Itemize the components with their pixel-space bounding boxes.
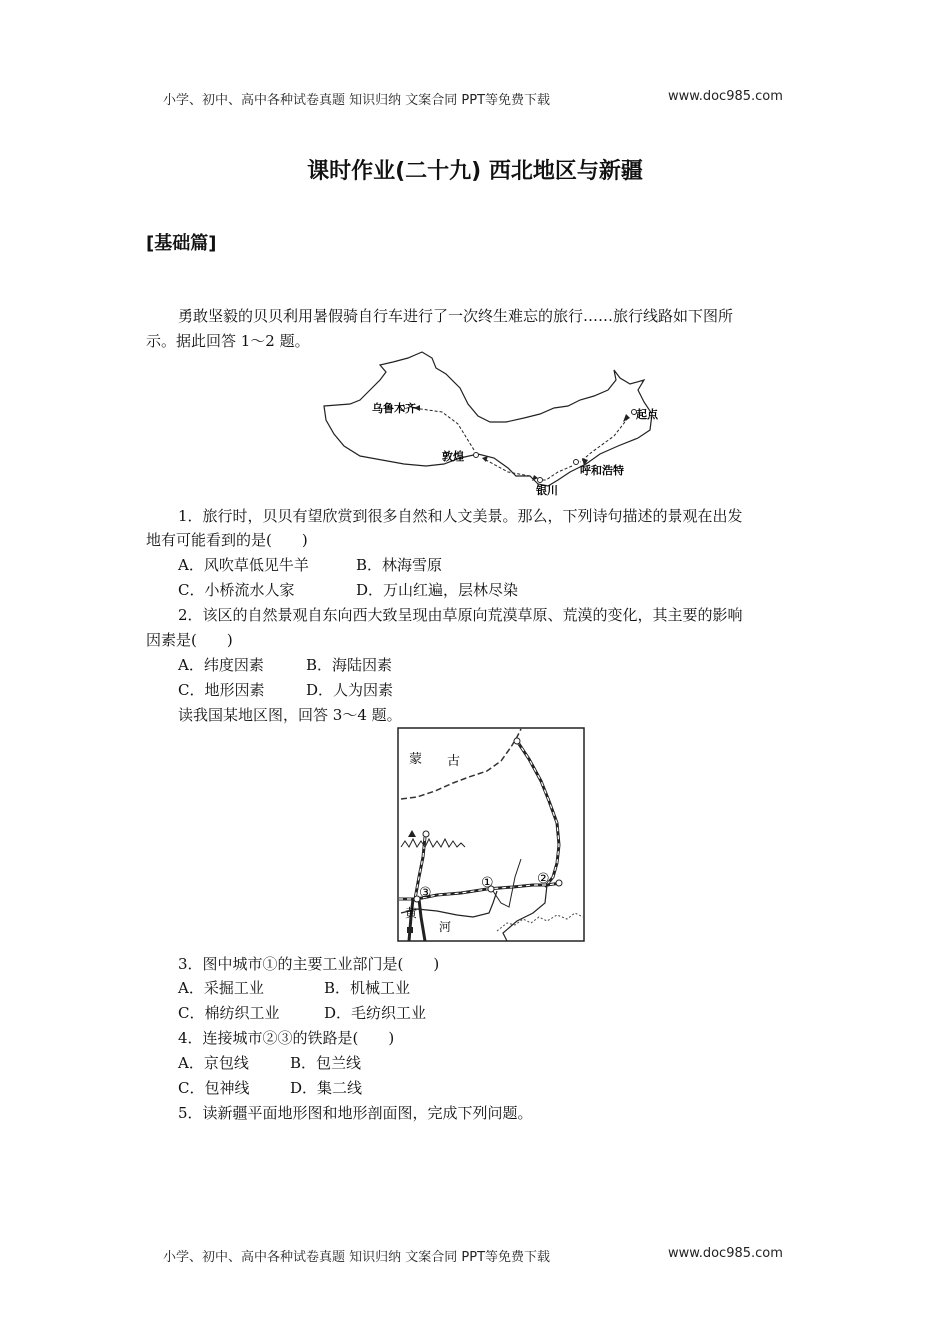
q5-stem: 5．读新疆平面地形图和地形剖面图，完成下列问题。 bbox=[178, 1104, 533, 1122]
label-mongolia-2: 古 bbox=[447, 754, 461, 769]
q4-option-c[interactable]: C．包神线 bbox=[178, 1079, 250, 1097]
city-marker-hohhot bbox=[574, 460, 579, 465]
q3-option-c[interactable]: C．棉纺织工业 bbox=[178, 1004, 280, 1022]
intro-line-2: 示。据此回答 1～2 题。 bbox=[146, 332, 310, 350]
label-yellow-2: 河 bbox=[439, 920, 452, 934]
q3-stem: 3．图中城市①的主要工业部门是( ) bbox=[178, 955, 440, 973]
section-heading: [基础篇] bbox=[146, 233, 217, 254]
q1-option-d[interactable]: D．万山红遍，层林尽染 bbox=[356, 581, 519, 599]
label-start: 起点 bbox=[636, 408, 658, 421]
label-city-1: ① bbox=[481, 875, 494, 891]
q4-option-d[interactable]: D．集二线 bbox=[290, 1079, 363, 1097]
q1-option-b[interactable]: B．林海雪原 bbox=[356, 556, 443, 574]
route-arrow-4 bbox=[414, 408, 474, 450]
label-hohhot: 呼和浩特 bbox=[580, 464, 624, 477]
footer-left-text: 小学、初中、高中各种试卷真题 知识归纳 文案合同 PPT等免费下载 bbox=[163, 1250, 551, 1265]
city-marker-dunhuang bbox=[474, 453, 479, 458]
label-yellow-1: 黄 bbox=[405, 906, 418, 920]
square-marker bbox=[407, 927, 413, 933]
intro2-text: 读我国某地区图，回答 3～4 题。 bbox=[178, 706, 402, 724]
label-yinchuan: 银川 bbox=[536, 484, 558, 497]
q2-stem-line-2: 因素是( ) bbox=[146, 631, 233, 649]
q3-option-d[interactable]: D．毛纺织工业 bbox=[324, 1004, 427, 1022]
label-dunhuang: 敦煌 bbox=[442, 450, 464, 463]
q1-option-a[interactable]: A．风吹草低见牛羊 bbox=[178, 556, 309, 574]
q1-stem-line-2: 地有可能看到的是( ) bbox=[146, 531, 308, 549]
q4-option-b[interactable]: B．包兰线 bbox=[290, 1054, 362, 1072]
label-mongolia-1: 蒙 bbox=[409, 752, 423, 767]
q4-option-a[interactable]: A．京包线 bbox=[178, 1054, 249, 1072]
q2-option-c[interactable]: C．地形因素 bbox=[178, 681, 265, 699]
q3-option-b[interactable]: B．机械工业 bbox=[324, 979, 411, 997]
label-city-3: ③ bbox=[419, 885, 432, 901]
route-arrow-1 bbox=[580, 418, 628, 462]
route-map bbox=[318, 350, 663, 500]
page-title: 课时作业(二十九) 西北地区与新疆 bbox=[307, 159, 643, 184]
q2-stem-line-1: 2．该区的自然景观自东向西大致呈现由草原向荒漠草原、荒漠的变化，其主要的影响 bbox=[178, 606, 743, 624]
q1-option-c[interactable]: C．小桥流水人家 bbox=[178, 581, 295, 599]
footer-url-link[interactable]: www.doc985.com bbox=[668, 1246, 783, 1261]
q1-stem-line-1: 1．旅行时，贝贝有望欣赏到很多自然和人文美景。那么，下列诗句描述的景观在出发 bbox=[178, 507, 743, 525]
q2-option-a[interactable]: A．纬度因素 bbox=[178, 656, 264, 674]
label-urumqi: 乌鲁木齐 bbox=[372, 402, 416, 415]
regional-map bbox=[397, 727, 585, 943]
header-left-text: 小学、初中、高中各种试卷真题 知识归纳 文案合同 PPT等免费下载 bbox=[163, 93, 551, 108]
label-city-2: ② bbox=[537, 871, 550, 887]
q3-option-a[interactable]: A．采掘工业 bbox=[178, 979, 264, 997]
city-marker-yinchuan bbox=[538, 478, 543, 483]
intro-line-1: 勇敢坚毅的贝贝利用暑假骑自行车进行了一次终生难忘的旅行……旅行线路如下图所 bbox=[178, 307, 734, 325]
q4-stem: 4．连接城市②③的铁路是( ) bbox=[178, 1029, 395, 1047]
q2-option-b[interactable]: B．海陆因素 bbox=[306, 656, 393, 674]
header-url-link[interactable]: www.doc985.com bbox=[668, 89, 783, 104]
q2-option-d[interactable]: D．人为因素 bbox=[306, 681, 394, 699]
